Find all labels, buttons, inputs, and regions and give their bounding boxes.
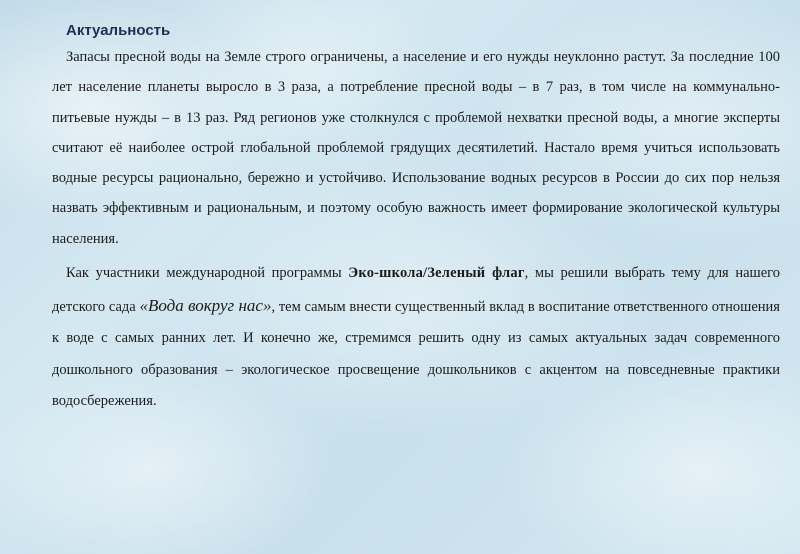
paragraph-program [52,258,780,418]
paragraph-relevance: Запасы пресной воды на Земле строго ограничены, а население и его нужды неуклонно растут. За последние 100 лет население планеты выросло в 3 раза, а потребление пресной воды – в 7 раз, в том числе на коммунально-питьевые нужды – в 13 раз. Ряд регионов уже столкнулся с проблемой нехватки пресной воды, а многие эксперты считают её наиболее острой глобальной проблемой грядущих десятилетий. Настало время учиться использовать водные ресурсы рационально, бережно и устойчиво. Использование водных ресурсов в России до сих пор нельзя назвать эффективным и рациональным, и поэтому особую важность имеет формирование экологической культуры населения. [52,49,780,247]
paragraph-program-part1: Как участники международной программы [66,265,349,282]
heading-relevance: Актуальность [66,22,171,39]
paragraph-program-part2: , мы решили выбрать тему для нашего детского сада [52,265,780,315]
paragraph-program-part3: , тем самым внести существенный вклад в воспитание ответственного отношения к воде с самых ранних лет. И конечно же, стремимся решить одну из самых актуальных задач современного дошкольного образования – экологическое просвещение дошкольников с акцентом на повседневные практики водосбережения. [52,298,780,410]
text-block [52,22,780,418]
program-name: Эко-школа/Зеленый флаг [348,265,525,282]
theme-quote: «Вода вокруг нас» [139,295,272,315]
